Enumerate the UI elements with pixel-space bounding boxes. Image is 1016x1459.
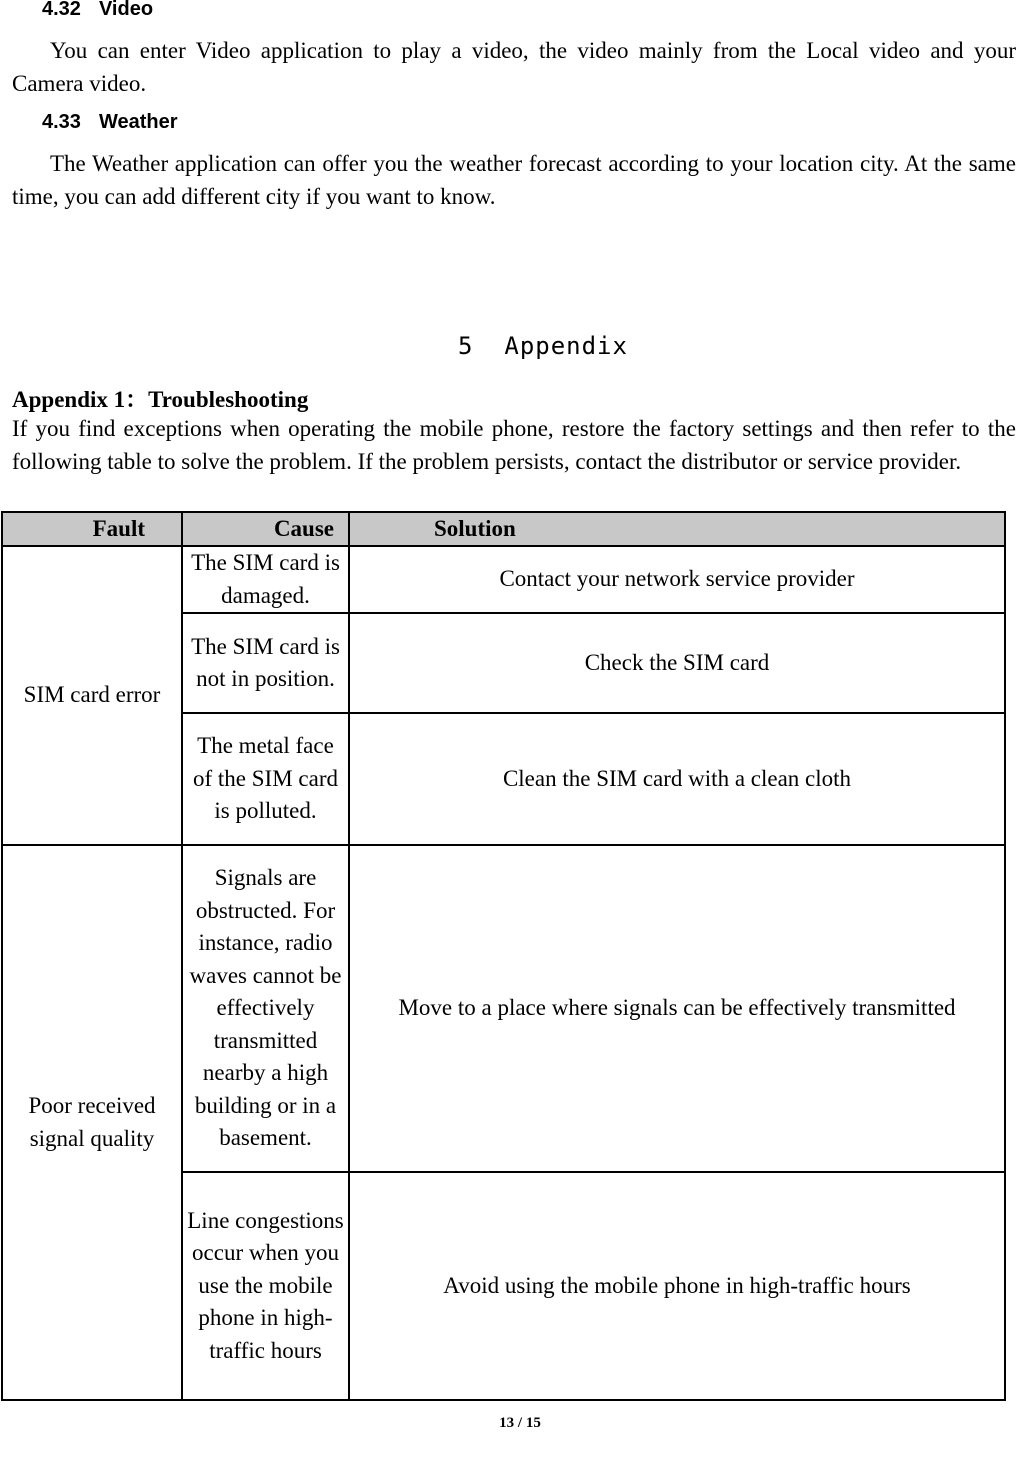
troubleshooting-table bbox=[1, 511, 1006, 1401]
solution-cell: Avoid using the mobile phone in high-traffic hours bbox=[349, 1172, 1005, 1400]
solution-cell: Check the SIM card bbox=[349, 613, 1005, 713]
table-row bbox=[2, 845, 1005, 1172]
solution-cell: Contact your network service provider bbox=[349, 546, 1005, 613]
header-cause: Cause bbox=[182, 512, 349, 546]
cause-cell: The SIM card is damaged. bbox=[182, 546, 349, 613]
cause-cell: Line congestions occur when you use the mobile phone in high-traffic hours bbox=[182, 1172, 349, 1400]
header-solution: Solution bbox=[349, 512, 1005, 546]
cause-cell: The SIM card is not in position. bbox=[182, 613, 349, 713]
fault-cell-signal: Poor received signal quality bbox=[2, 845, 182, 1400]
table-row bbox=[2, 546, 1005, 613]
section-text-weather: The Weather application can offer you the weather forecast according to your location city. At the same time, you can add different city if you want to know. bbox=[12, 151, 1016, 209]
section-heading-weather: 4.33 Weather bbox=[42, 111, 178, 133]
appendix-subheading: Appendix 1：Troubleshooting bbox=[12, 387, 309, 412]
cause-cell: Signals are obstructed. For instance, radio waves cannot be effectively transmitted nearby a high building or in a basement. bbox=[182, 845, 349, 1172]
appendix-intro: If you find exceptions when operating the mobile phone, restore the factory settings and then refer to the following table to solve the problem. If the problem persists, contact the distributor or service provider. bbox=[12, 416, 1016, 474]
appendix-heading: 5 Appendix bbox=[458, 332, 628, 360]
section-heading-video: 4.32 Video bbox=[42, 0, 154, 20]
page-number: 13 / 15 bbox=[499, 1415, 541, 1431]
fault-cell-sim: SIM card error bbox=[2, 546, 182, 845]
solution-cell: Move to a place where signals can be effectively transmitted bbox=[349, 845, 1005, 1172]
section-text-video: You can enter Video application to play a video, the video mainly from the Local video and your Camera video. bbox=[12, 38, 1016, 96]
table-header-row bbox=[2, 512, 1005, 546]
cause-cell: The metal face of the SIM card is polluted. bbox=[182, 713, 349, 845]
header-fault: Fault bbox=[2, 512, 182, 546]
solution-cell: Clean the SIM card with a clean cloth bbox=[349, 713, 1005, 845]
